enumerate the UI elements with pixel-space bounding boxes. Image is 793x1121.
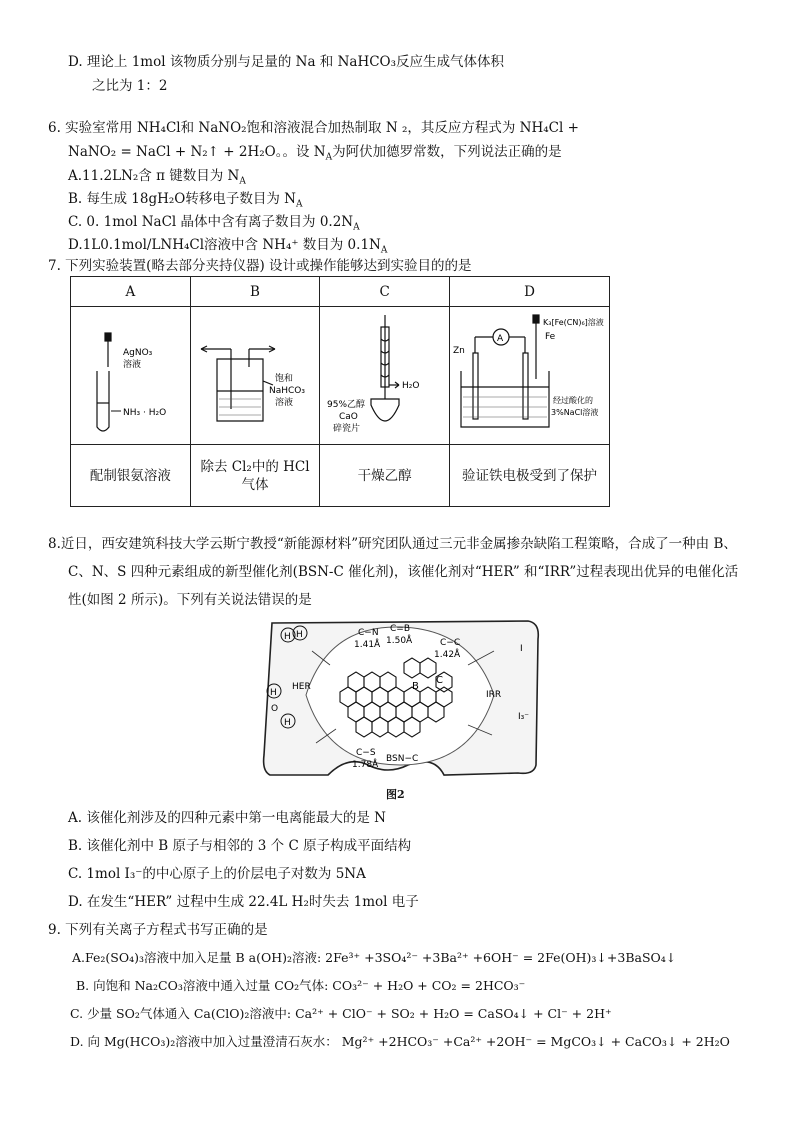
acidified-label: 经过酸化的	[552, 395, 593, 405]
q9-stem: 9. 下列有关离子方程式书写正确的是	[48, 922, 268, 938]
her-label: HER	[292, 682, 311, 692]
boron-atom-label: B	[412, 681, 419, 692]
q9-option-a: A.Fe₂(SO₄)₃溶液中加入足量 B a(OH)₂溶液: 2Fe³⁺ +3SO₄²⁻ +3Ba²⁺ +6OH⁻ = 2Fe(OH)₃↓+3BaSO₄↓	[72, 950, 677, 965]
q9-option-d: D. 向 Mg(HCO₃)₂溶液中加入过量澄清石灰水： Mg²⁺ +2HCO₃⁻ +Ca²⁺ +2OH⁻ = MgCO₃↓ + CaCO₃↓ + 2H₂O	[70, 1034, 730, 1049]
apparatus-c-drawing	[325, 309, 445, 439]
hydrogen-atom-label: H	[296, 630, 303, 640]
caption-a: 配制银氨溶液	[71, 445, 191, 507]
cs-bond-label: C−S	[356, 748, 376, 758]
iodine-label: I	[520, 644, 523, 654]
q6-option-a: A.11.2LN₂含 π 键数目为 $N_A$	[68, 168, 246, 187]
q6-stem-line2: NaNO₂ = NaCl + N₂↑ + 2H₂O。。设 $N_A$为阿伏加德罗常数，下列说法正确的是	[68, 144, 562, 163]
apparatus-a	[71, 307, 191, 445]
cs-length-label: 1.78Å	[352, 760, 379, 770]
apparatus-d-drawing	[451, 309, 609, 439]
q7-stem: 7. 下列实验装置(略去部分夹持仪器) 设计或操作能够达到实验目的的是	[48, 258, 472, 274]
q8-stem-line2: C、N、S 四种元素组成的新型催化剂(BSN-C 催化剂)，该催化剂对“HER” 和“IRR”过程表现出优异的电催化活	[68, 564, 739, 580]
caption-c: 干燥乙醇	[320, 445, 450, 507]
q8-option-d: D. 在发生“HER” 过程中生成 22.4L H₂时失去 1mol 电子	[68, 894, 419, 910]
caption-d: 验证铁电极受到了保护	[450, 445, 610, 507]
zn-label: Zn	[452, 345, 465, 356]
q6-stem-line1: 6. 实验室常用 NH₄Cl和 NaNO₂饱和溶液混合加热制取 N ₂，其反应方程式为 NH₄Cl +	[48, 120, 579, 136]
bsn-c-catalyst-figure	[258, 615, 542, 780]
q9-option-c: C. 少量 SO₂气体通入 Ca(ClO)₂溶液中: Ca²⁺ + ClO⁻ + SO₂ + H₂O = CaSO₄↓ + Cl⁻ + 2H⁺	[70, 1006, 612, 1021]
figure-caption: 图2	[386, 788, 405, 801]
col-header-a: A	[71, 277, 191, 307]
nacl-label: 3%NaCl溶液	[550, 407, 598, 417]
q5-option-d-line1: D. 理论上 1mol 该物质分别与足量的 Na 和 NaHCO₃反应生成气体体积	[68, 54, 505, 70]
fe-label: Fe	[544, 331, 555, 342]
caption-b: 除去 Cl₂中的 HCl 气体	[190, 445, 320, 507]
q6-option-b: B. 每生成 18gH₂O转移电子数目为 $N_A$	[68, 191, 303, 210]
q9-option-b: B. 向饱和 Na₂CO₃溶液中通入过量 CO₂气体: CO₃²⁻ + H₂O + CO₂ = 2HCO₃⁻	[76, 978, 526, 993]
q5-option-d-line2: 之比为 1：2	[92, 78, 168, 94]
q6-option-d: D.1L0.1mol/LNH₄Cl溶液中含 NH₄⁺ 数目为 $0.1N_A$	[68, 237, 388, 256]
hydrogen-atom-label: H	[270, 688, 277, 698]
hydrogen-atom-label: H	[284, 718, 291, 728]
col-header-b: B	[190, 277, 320, 307]
q7-apparatus-table	[70, 276, 610, 507]
solution-label: 溶液	[275, 397, 294, 408]
oxygen-atom-label: O	[271, 704, 279, 714]
carbon-atom-label: C	[436, 675, 443, 686]
apparatus-b	[190, 307, 320, 445]
cb-bond-label: C=B	[390, 624, 410, 634]
q6-option-c: C. 0. 1mol NaCl 晶体中含有离子数目为 $0.2N_A$	[68, 214, 360, 233]
cb-length-label: 1.50Å	[386, 636, 413, 646]
ammeter-label: A	[496, 333, 503, 344]
solution-label: 溶液	[123, 359, 142, 370]
q8-option-a: A. 该催化剂涉及的四种元素中第一电离能最大的是 N	[68, 810, 386, 826]
saturated-label: 饱和	[275, 373, 294, 384]
cc-bond-label: C−C	[440, 638, 461, 648]
apparatus-a-drawing	[75, 309, 185, 439]
apparatus-b-drawing	[195, 309, 315, 439]
nahco3-label: NaHCO₃	[269, 385, 305, 396]
catalyst-name-label: BSN−C	[386, 754, 419, 764]
apparatus-d	[450, 307, 610, 445]
irr-label: IRR	[486, 690, 502, 700]
cao-label: CaO	[338, 411, 358, 422]
apparatus-c	[320, 307, 450, 445]
triiodide-label: I₃⁻	[518, 712, 530, 722]
agno3-label: AgNO₃	[123, 347, 153, 358]
q8-option-b: B. 该催化剂中 B 原子与相邻的 3 个 C 原子构成平面结构	[68, 838, 412, 854]
ferricyanide-label: K₃[Fe(CN)₆]溶液	[542, 317, 604, 327]
porcelain-label: 碎瓷片	[332, 423, 360, 434]
cn-bond-label: C−N	[358, 628, 379, 638]
col-header-d: D	[450, 277, 610, 307]
col-header-c: C	[320, 277, 450, 307]
ethanol-label: 95%乙醇	[326, 399, 365, 410]
q8-option-c: C. 1mol I₃⁻的中心原子上的价层电子对数为 5NA	[68, 866, 366, 882]
cc-length-label: 1.42Å	[434, 650, 461, 660]
hydrogen-atom-label: H	[284, 632, 291, 642]
water-label: H₂O	[401, 380, 420, 391]
cn-length-label: 1.41Å	[354, 640, 381, 650]
q8-stem-line3: 性(如图 2 所示)。下列有关说法错误的是	[68, 592, 312, 608]
nh3-label: NH₃ · H₂O	[123, 407, 167, 418]
q8-stem-line1: 8.近日，西安建筑科技大学云斯宁教授“新能源材料”研究团队通过三元非金属掺杂缺陷工程策略，合成了一种由 B、	[48, 536, 737, 552]
